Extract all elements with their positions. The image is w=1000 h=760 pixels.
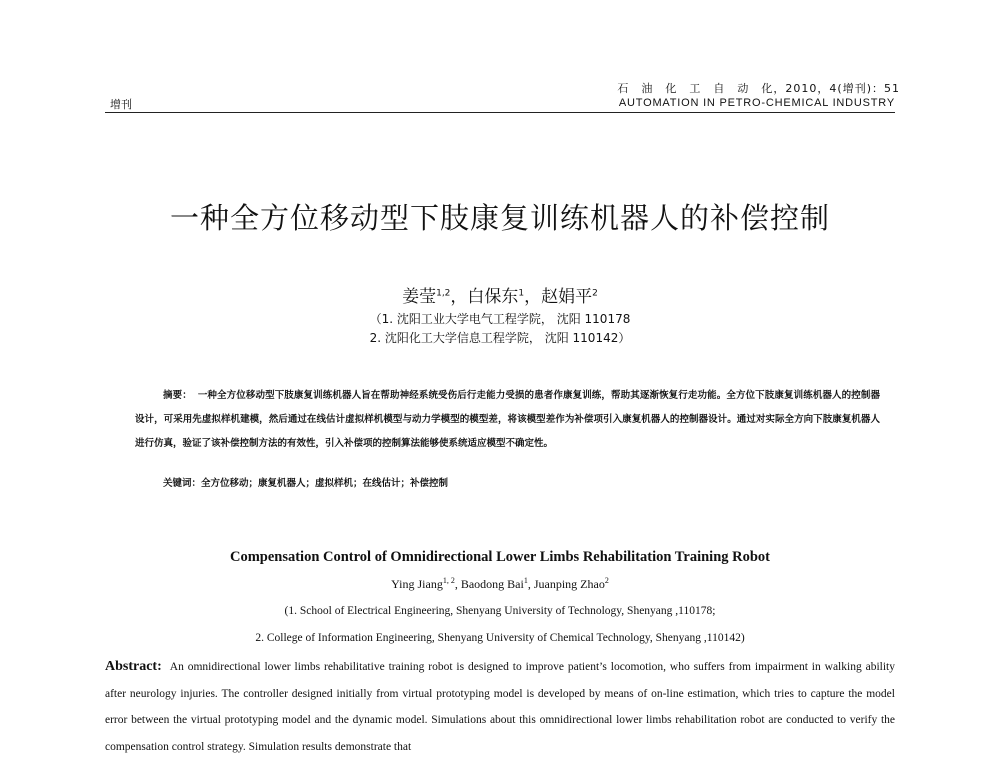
affiliation-cn-1: （1. 沈阳工业大学电气工程学院， 沈阳 110178 [369,312,631,326]
abstract-en [105,654,895,760]
affiliation-en-2: 2. College of Information Engineering, Shenyang University of Chemical Technology, Shenyang ,110142) [255,632,745,644]
author-affiliation-mark: 1 [518,288,525,299]
author-name: 赵娟平 [541,287,593,307]
keywords-cn [163,475,448,489]
affiliation-cn-2: 2. 沈阳化工大学信息工程学院， 沈阳 110142） [369,331,631,345]
author-affiliation-mark-en: 1 [523,576,528,585]
authors-cn [0,282,1000,307]
author-affiliation-mark: 2 [592,288,598,299]
keywords-cn-label: 关键词： [163,478,202,489]
author-name: 姜莹 [402,287,437,307]
author-separator-en: , [454,577,461,591]
paper-title-cn: 一种全方位移动型下肢康复训练机器人的补偿控制 [169,201,830,235]
affiliation-en-1: (1. School of Electrical Engineering, Shenyang University of Technology, Shenyang ,110178; [284,605,716,617]
journal-citation-cn: 石 油 化 工 自 动 化，2010，4(增刊)：51 [617,82,900,95]
author-separator-en: , [527,577,534,591]
abstract-cn [135,384,880,456]
abstract-cn-text: 一种全方位移动型下肢康复训练机器人旨在帮助神经系统受伤后行走能力受损的患者作康复训练，帮助其逐渐恢复行走功能。全方位下肢康复训练机器人的控制器设计，可采用先虚拟样机建模，然后通过在线估计虚拟样机模型与动力学模型的模型差，将该模型差作为补偿项引入康复机器人的控制器设计。通过对实际全方向下肢康复机器人进行仿真，验证了该补偿控制方法的有效性，引入补偿项的控制算法能够使系统适应模型不确定性。 [135,390,880,449]
author-name-en: Baodong Bai [460,577,524,591]
author-affiliation-mark-en: 2 [604,576,609,585]
author-separator: ， [524,287,542,307]
author-name: 白保东 [467,287,519,307]
keywords-cn-text: 全方位移动；康复机器人；虚拟样机；在线估计；补偿控制 [201,478,449,489]
author-name-en: Ying Jiang [391,577,443,591]
paper-title-en: Compensation Control of Omnidirectional Lower Limbs Rehabilitation Training Robot [229,549,771,565]
journal-name-en: AUTOMATION IN PETRO-CHEMICAL INDUSTRY [618,97,895,109]
supplement-label: 增刊 [110,98,132,111]
author-name-en: Juanping Zhao [533,577,605,591]
author-separator: ， [450,287,468,307]
abstract-en-text: An omnidirectional lower limbs rehabilitative training robot is designed to improve patient’s locomotion, who suffers from impairment in walking ability after neurology injuries. The controller designed initially from virtual prototyping model is developed by means of on-line estimation, which tries to capture the model error between the virtual prototyping model and the dynamic model. Simulations about this omnidirectional lower limbs rehabilitation robot are conducted to verify the compensation control strategy. Simulation results demonstrate that [105,661,895,753]
author-affiliation-mark-en: 1, 2 [442,576,455,585]
authors-en [0,576,1000,592]
abstract-cn-label: 摘要： [163,390,192,401]
abstract-en-label: Abstract: [105,659,162,674]
header-rule [105,112,895,113]
author-affiliation-mark: 1,2 [436,288,451,299]
